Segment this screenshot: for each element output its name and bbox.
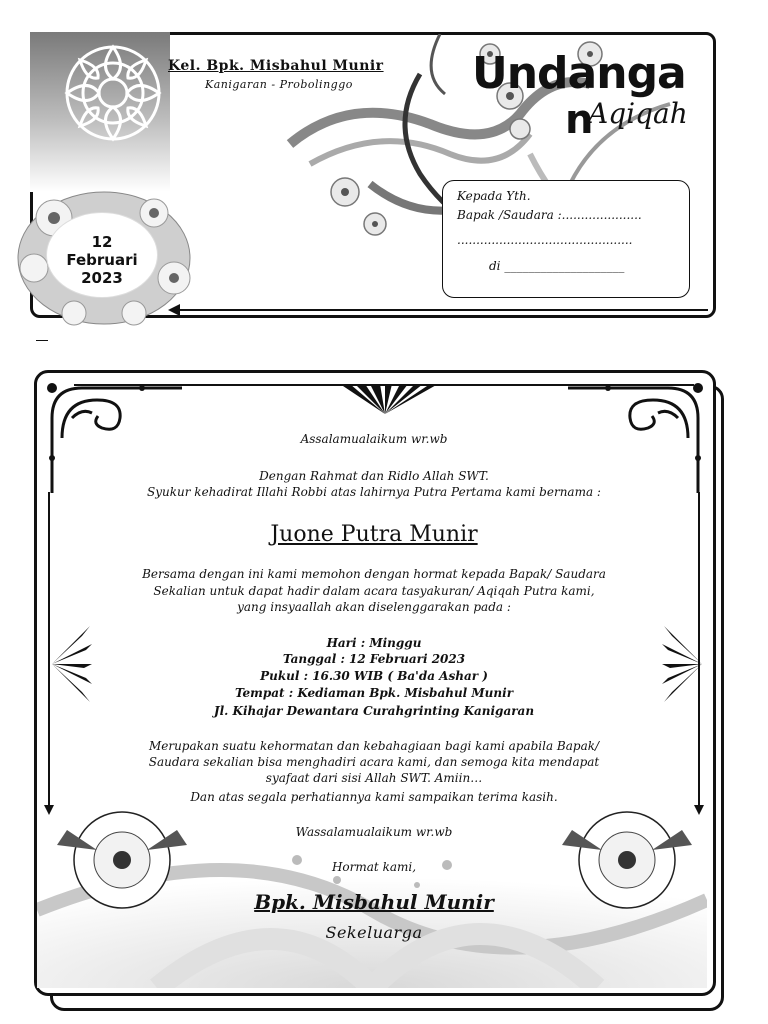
date-month: Februari <box>66 251 138 269</box>
bottom-floral-decoration <box>37 790 707 988</box>
sunburst-top-icon <box>330 384 440 416</box>
recipient-line-1: Kepada Yth. <box>457 189 531 203</box>
recipient-box <box>442 180 690 298</box>
event-address: Jl. Kihajar Dewantara Curahgrinting Kanigaran <box>213 704 535 718</box>
right-vertical-rule <box>698 492 700 812</box>
arrow-left-icon <box>168 304 180 316</box>
signer-name <box>74 890 674 914</box>
stray-dash <box>36 340 48 341</box>
request-line-3: yang insyaallah akan diselenggarakan pada : <box>237 600 511 614</box>
signer-name-text: Bpk. Misbahul Munir <box>254 890 494 914</box>
regards: Hormat kami, <box>331 860 417 874</box>
envelope-family-name: Kel. Bpk. Misbahul Munir <box>168 58 384 74</box>
mandala-ornament-icon <box>58 38 168 148</box>
signer-subtitle: Sekeluarga <box>325 923 423 942</box>
event-venue: Tempat : Kediaman Bpk. Misbahul Munir <box>234 686 514 700</box>
closing-line-3: syafaat dari sisi Allah SWT. Amiin… <box>265 771 483 785</box>
recipient-line-2: Bapak /Saudara :..................... <box>457 208 642 222</box>
intro-line-1: Dengan Rahmat dan Ridlo Allah SWT. <box>259 469 489 483</box>
envelope-subtitle: Aqiqah <box>588 97 688 130</box>
envelope-place: Kanigaran - Probolinggo <box>205 78 353 91</box>
event-date: Tanggal : 12 Februari 2023 <box>282 652 466 666</box>
date-day: 12 <box>91 233 113 251</box>
left-vertical-rule <box>48 492 50 812</box>
farewell: Wassalamualaikum wr.wb <box>295 825 453 839</box>
date-year: 2023 <box>81 269 123 287</box>
greeting: Assalamualaikum wr.wb <box>300 432 448 446</box>
child-name-text: Juone Putra Munir <box>270 522 478 547</box>
event-day: Hari : Minggu <box>326 636 422 650</box>
closing-line-2: Saudara sekalian bisa menghadiri acara kami, dan semoga kita mendapat <box>148 755 600 769</box>
closing-line-4: Dan atas segala perhatiannya kami sampaikan terima kasih. <box>190 790 558 804</box>
intro-line-2: Syukur kehadirat Illahi Robbi atas lahirnya Putra Pertama kami bernama : <box>147 485 601 499</box>
recipient-line-3: .............................................. <box>457 233 633 247</box>
envelope-arrow-line <box>178 309 708 311</box>
recipient-line-4: di ____________________ <box>489 259 625 273</box>
envelope-title: Undanga <box>472 48 686 99</box>
closing-line-1: Merupakan suatu kehormatan dan kebahagiaan bagi kami apabila Bapak/ <box>148 739 600 753</box>
envelope-title-wrap: n <box>565 97 594 143</box>
child-name <box>74 522 674 548</box>
request-line-2: Sekalian untuk dapat hadir dalam acara tasyakuran/ Aqiqah Putra kami, <box>153 584 595 598</box>
date-badge <box>46 212 158 298</box>
request-line-1: Bersama dengan ini kami memohon dengan hormat kepada Bapak/ Saudara <box>142 567 606 581</box>
event-time: Pukul : 16.30 WIB ( Ba'da Ashar ) <box>260 669 488 683</box>
